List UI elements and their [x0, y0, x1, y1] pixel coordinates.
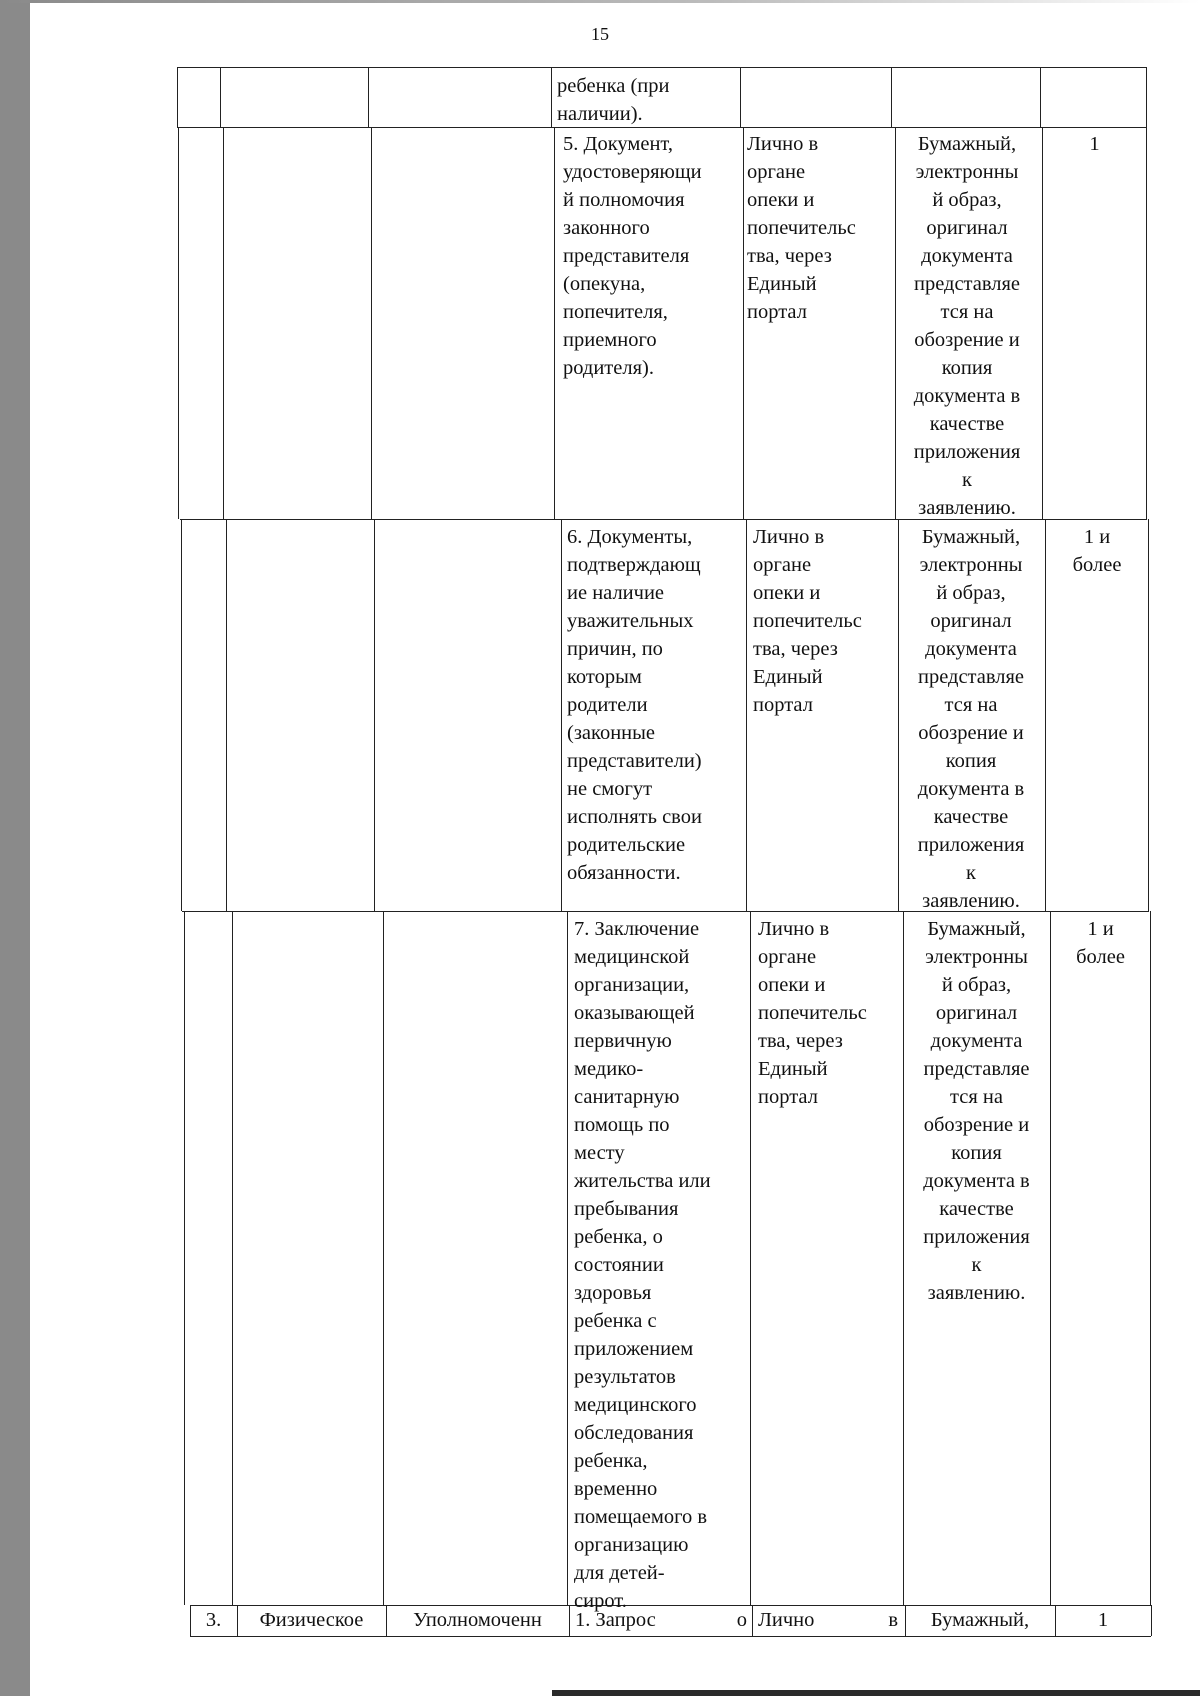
table-top-border	[177, 67, 1147, 68]
column-divider	[1146, 127, 1147, 519]
document-count-cell: 1 и более	[1072, 526, 1122, 576]
column-divider	[371, 127, 372, 519]
column-divider	[383, 911, 384, 1605]
column-divider	[178, 127, 179, 519]
column-divider	[752, 1605, 753, 1636]
column-divider	[226, 519, 227, 911]
submission-method-cell: Лично в органе опеки и попечительс тва, через Единый портал	[753, 526, 862, 716]
document-count-cell: 1 и более	[1076, 918, 1125, 968]
column-divider	[903, 911, 904, 1605]
document-description-cell: 5. Документ, удостоверяющи й полномочия законного представителя (опекуна, попечителя, приемного родителя).	[563, 133, 702, 379]
column-divider	[220, 67, 221, 127]
column-divider	[750, 911, 751, 1605]
column-divider	[1042, 127, 1043, 519]
row-number-cell: 3.	[205, 1609, 222, 1631]
column-divider	[569, 1605, 570, 1636]
column-divider	[368, 67, 369, 127]
document-count-cell: 1	[1097, 1609, 1109, 1631]
representative-cell: Уполномоченн	[413, 1609, 542, 1631]
description-text: о	[736, 1609, 747, 1631]
column-divider	[895, 127, 896, 519]
column-divider	[567, 911, 568, 1605]
document-form-cell: Бумажный, электронны й образ, оригинал документа представляе тся на обозрение и копия документа в качестве приложения к заявлению.	[913, 133, 1021, 519]
column-divider	[1146, 67, 1147, 127]
column-divider	[374, 519, 375, 911]
column-divider	[1050, 911, 1051, 1605]
column-divider	[181, 519, 182, 911]
document-description-cell: 7. Заключение медицинской организации, оказывающей первичную медико- санитарную помощь по месту жительства или пребывания ребенка, о состоянии здоровья ребенка с приложением результатов медицинского обследования ребенка, временно помещаемого в организацию для детей- сирот.	[574, 918, 711, 1612]
scan-border-left	[0, 0, 30, 1696]
document-form-cell: Бумажный, электронны й образ, оригинал документа представляе тся на обозрение и копия документа в качестве приложения к заявлению.	[917, 526, 1025, 912]
column-divider	[891, 67, 892, 127]
submission-method-cell	[758, 1606, 898, 1634]
document-form-cell: Бумажный, электронны й образ, оригинал документа представляе тся на обозрение и копия документа в качестве приложения к заявлению.	[923, 918, 1030, 1304]
column-divider	[551, 67, 552, 127]
column-divider	[743, 127, 744, 519]
column-divider	[746, 519, 747, 911]
column-divider	[740, 67, 741, 127]
column-divider	[1150, 911, 1151, 1605]
method-text: Лично	[758, 1609, 815, 1631]
column-divider	[1151, 1605, 1152, 1636]
column-divider	[1148, 519, 1149, 911]
column-divider	[232, 911, 233, 1605]
document-count-cell: 1	[1089, 133, 1100, 155]
method-text: в	[888, 1609, 898, 1631]
column-divider	[1040, 67, 1041, 127]
scan-border-bottom	[552, 1690, 1200, 1696]
scan-border-top	[0, 0, 1200, 3]
document-description-cell	[575, 1606, 747, 1634]
submission-method-cell: Лично в органе опеки и попечительс тва, через Единый портал	[747, 133, 856, 323]
column-divider	[554, 127, 555, 519]
page-number: 15	[591, 24, 609, 44]
column-divider	[177, 67, 178, 127]
column-divider	[184, 911, 185, 1605]
table-bottom-border	[190, 1636, 1151, 1637]
column-divider	[561, 519, 562, 911]
applicant-category-cell: Физическое	[259, 1609, 364, 1631]
document-description-cell: 6. Документы, подтверждающ ие наличие уважительных причин, по которым родители (законные представители) не смогут исполнять свои родительские обязанности.	[567, 526, 702, 884]
description-text: 1. Запрос	[575, 1609, 656, 1631]
document-form-cell: Бумажный,	[930, 1609, 1030, 1631]
submission-method-cell: Лично в органе опеки и попечительс тва, через Единый портал	[758, 918, 867, 1108]
column-divider	[223, 127, 224, 519]
column-divider	[898, 519, 899, 911]
document-description-cell: ребенка (при наличии).	[557, 75, 670, 125]
